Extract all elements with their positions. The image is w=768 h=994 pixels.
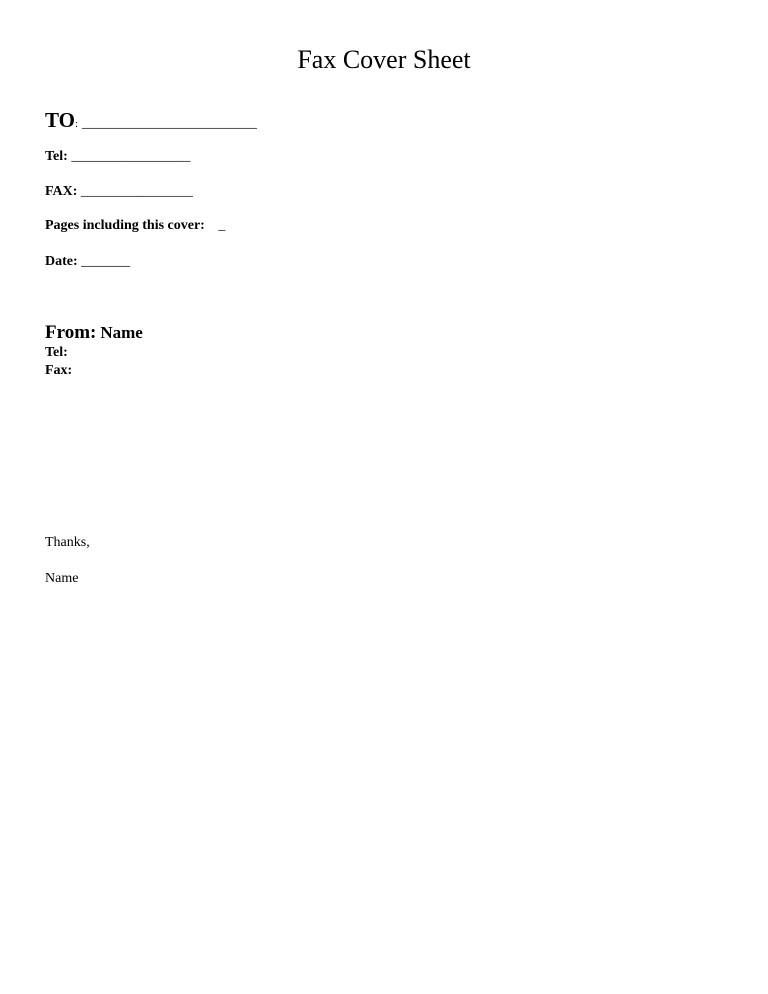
- signature-name: Name: [45, 571, 79, 586]
- to-fax-label: FAX:: [45, 184, 78, 199]
- from-fax-row: [45, 363, 72, 379]
- from-tel-row: [45, 345, 68, 361]
- from-fax-label: Fax:: [45, 363, 73, 378]
- from-label: From:: [45, 322, 97, 343]
- date-row: [45, 254, 130, 270]
- to-tel-row: [45, 149, 190, 165]
- to-tel-label: Tel:: [45, 149, 68, 164]
- to-colon: :: [74, 118, 79, 130]
- pages-blank-line: _: [218, 218, 226, 233]
- page-title: Fax Cover Sheet: [297, 45, 471, 74]
- to-fax-row: [45, 184, 193, 200]
- pages-row: [45, 218, 225, 234]
- from-tel-label: Tel:: [45, 345, 68, 360]
- to-row: [45, 108, 257, 133]
- to-blank-line: _________________________: [82, 116, 258, 131]
- thanks-text: Thanks,: [45, 535, 90, 550]
- from-row: [45, 322, 143, 344]
- to-label: TO: [45, 108, 75, 132]
- to-tel-blank-line: _________________: [71, 149, 191, 164]
- date-label: Date:: [45, 254, 78, 269]
- from-name: Name: [100, 323, 143, 342]
- to-fax-blank-line: ________________: [80, 184, 193, 199]
- pages-label: Pages including this cover:: [45, 218, 205, 233]
- date-blank-line: _______: [81, 254, 131, 269]
